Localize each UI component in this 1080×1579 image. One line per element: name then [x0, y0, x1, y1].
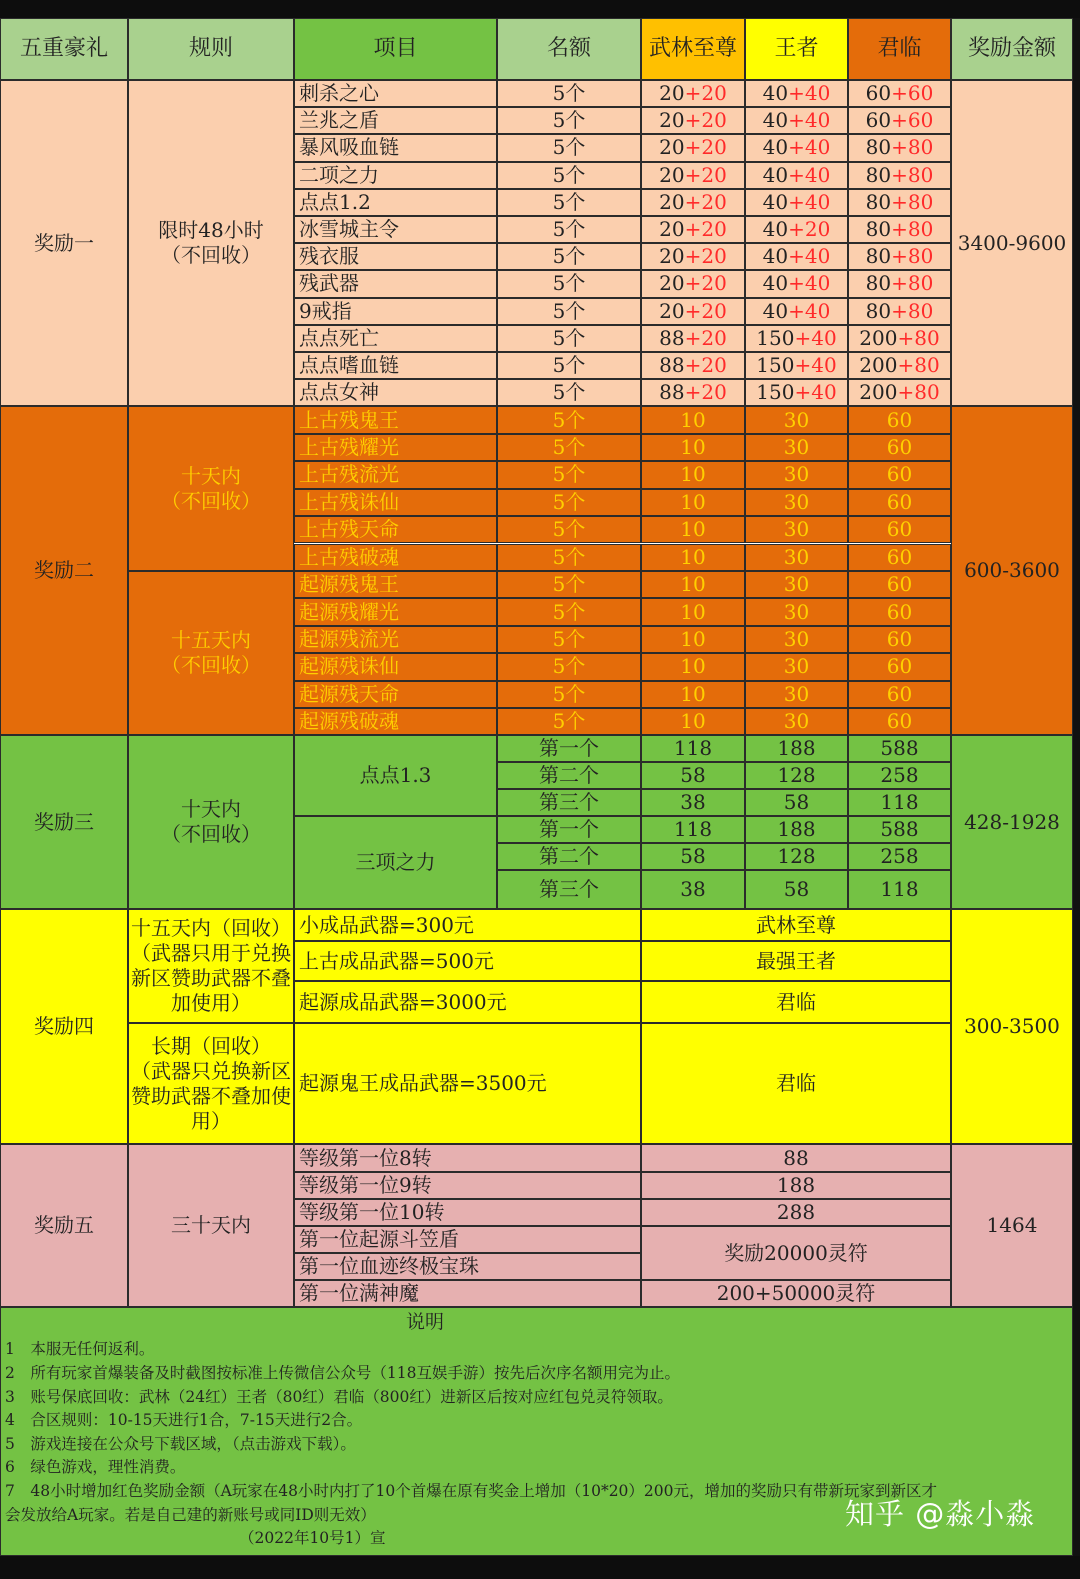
s4-rule-a: 十五天内（回收）（武器只用于兑换新区赞助武器不叠加使用） — [128, 909, 294, 1023]
tier2-value: 30 — [745, 598, 848, 625]
s1-name: 奖励一 — [0, 80, 128, 406]
base-value: 80 — [865, 298, 892, 323]
item-name: 起源残天命 — [294, 681, 497, 708]
item-name: 冰雪城主令 — [294, 216, 497, 243]
merged-reward-cell: 奖励20000灵符 — [641, 1226, 951, 1280]
tier2-value: 58 — [745, 870, 848, 909]
item-name: 等级第一位9转 — [294, 1172, 641, 1199]
tier3-value: 60 — [848, 544, 951, 571]
bonus-value: +80 — [891, 298, 934, 323]
bonus-value: +60 — [891, 108, 934, 133]
tier1-value: 10 — [641, 461, 745, 488]
base-value: 20 — [659, 244, 685, 269]
tier1-value — [641, 270, 745, 297]
tier3-value — [848, 352, 951, 379]
s2-name: 奖励二 — [0, 406, 128, 735]
rank-cell: 第一个 — [497, 735, 641, 762]
tier3-value: 60 — [848, 461, 951, 488]
tier2-value: 30 — [745, 544, 848, 571]
bonus-value: +80 — [891, 244, 934, 269]
item-name: 起源成品武器=3000元 — [294, 981, 641, 1023]
quota-cell: 5个 — [497, 134, 641, 161]
quota-cell: 5个 — [497, 598, 641, 625]
base-value: 200 — [859, 325, 898, 350]
tier2-value — [745, 216, 848, 243]
tier3-value — [848, 243, 951, 270]
quota-cell: 5个 — [497, 379, 641, 406]
tier1-value: 10 — [641, 598, 745, 625]
base-value: 40 — [762, 135, 789, 160]
tier1-value: 10 — [641, 434, 745, 461]
tier3-value: 118 — [848, 870, 951, 909]
base-value: 80 — [865, 135, 892, 160]
bonus-value: +20 — [684, 380, 727, 405]
item-name: 二项之力 — [294, 162, 497, 189]
tier1-value: 10 — [641, 708, 745, 735]
tier2-value — [745, 379, 848, 406]
tier2-value — [745, 243, 848, 270]
tier2-value: 58 — [745, 789, 848, 816]
tier1-value — [641, 162, 745, 189]
s2-rule-b: 十五天内 （不回收） — [128, 571, 294, 736]
header-quota: 名额 — [497, 18, 641, 80]
bonus-value: +80 — [897, 353, 940, 378]
tier3-value: 60 — [848, 434, 951, 461]
tier1-value: 58 — [641, 843, 745, 870]
base-value: 200 — [859, 380, 898, 405]
tier2-value: 30 — [745, 571, 848, 598]
base-value: 20 — [659, 217, 685, 242]
item-name: 起源残流光 — [294, 626, 497, 653]
bonus-value: +40 — [788, 81, 831, 106]
tier1-value: 10 — [641, 516, 745, 543]
tier3-value: 258 — [848, 762, 951, 789]
item-name: 残衣服 — [294, 243, 497, 270]
item-name: 点点1.2 — [294, 189, 497, 216]
tier1-value — [641, 189, 745, 216]
tier1-value — [641, 352, 745, 379]
header-title: 五重豪礼 — [0, 18, 128, 80]
tier1-value: 118 — [641, 816, 745, 843]
tier2-value: 30 — [745, 681, 848, 708]
s5-amount: 1464 — [951, 1144, 1073, 1307]
quota-cell: 5个 — [497, 489, 641, 516]
quota-cell: 5个 — [497, 216, 641, 243]
item-name: 上古残天命 — [294, 516, 497, 543]
base-value: 20 — [659, 135, 685, 160]
tier1-value: 118 — [641, 735, 745, 762]
tier1-value: 10 — [641, 626, 745, 653]
tier3-value — [848, 298, 951, 325]
item-name: 起源残破魂 — [294, 708, 497, 735]
s4-amount: 300-3500 — [951, 909, 1073, 1144]
s3-amount: 428-1928 — [951, 735, 1073, 909]
tier3-value: 60 — [848, 598, 951, 625]
note-line: 1 本服无任何返利。 — [5, 1340, 155, 1359]
tier1-value: 10 — [641, 653, 745, 680]
item-name: 兰兆之盾 — [294, 107, 497, 134]
bonus-value: +40 — [794, 353, 837, 378]
quota-cell: 5个 — [497, 653, 641, 680]
tier1-value — [641, 379, 745, 406]
bonus-value: +60 — [891, 81, 934, 106]
reward-cell: 200+50000灵符 — [641, 1280, 951, 1307]
quota-cell: 5个 — [497, 189, 641, 216]
base-value: 80 — [865, 189, 892, 214]
tier2-value: 30 — [745, 434, 848, 461]
tier3-value: 60 — [848, 708, 951, 735]
note-line: 6 绿色游戏，理性消费。 — [5, 1458, 186, 1477]
quota-cell: 5个 — [497, 406, 641, 433]
tier1-value: 10 — [641, 544, 745, 571]
item-name: 起源残诛仙 — [294, 653, 497, 680]
note-line: 5 游戏连接在公众号下载区域，（点击游戏下载）。 — [5, 1434, 356, 1453]
tier2-value: 30 — [745, 406, 848, 433]
base-value: 40 — [762, 81, 789, 106]
bonus-value: +20 — [684, 162, 727, 187]
top-black-bar — [0, 0, 1080, 18]
base-value: 20 — [659, 189, 685, 214]
base-value: 20 — [659, 162, 685, 187]
bonus-value: +80 — [891, 135, 934, 160]
bonus-value: +80 — [891, 217, 934, 242]
base-value: 200 — [859, 353, 898, 378]
note-line: 2 所有玩家首爆装备及时截图按标准上传微信公众号（118互娱手游）按先后次序名额用完为止。 — [5, 1364, 680, 1383]
bonus-value: +40 — [788, 108, 831, 133]
quota-cell: 5个 — [497, 681, 641, 708]
tier3-value: 118 — [848, 789, 951, 816]
bonus-value: +40 — [788, 271, 831, 296]
header-rule: 规则 — [128, 18, 294, 80]
s3-group-b: 三项之力 — [294, 816, 497, 909]
tier2-value: 128 — [745, 843, 848, 870]
bonus-value: +20 — [788, 217, 831, 242]
tier1-value: 10 — [641, 489, 745, 516]
item-name: 上古残鬼王 — [294, 406, 497, 433]
tier1-value — [641, 298, 745, 325]
item-name: 上古残诛仙 — [294, 489, 497, 516]
tier2-value: 128 — [745, 762, 848, 789]
tier1-value: 38 — [641, 870, 745, 909]
base-value: 40 — [762, 271, 789, 296]
quota-cell: 5个 — [497, 544, 641, 571]
header-item: 项目 — [294, 18, 497, 80]
header-amount: 奖励金额 — [951, 18, 1073, 80]
bonus-value: +20 — [684, 353, 727, 378]
header-tier2: 王者 — [745, 18, 848, 80]
tier3-value — [848, 189, 951, 216]
quota-cell: 5个 — [497, 243, 641, 270]
quota-cell: 5个 — [497, 298, 641, 325]
tier3-value — [848, 270, 951, 297]
tier3-value: 60 — [848, 571, 951, 598]
note-line: 3 账号保底回收：武林（24红）王者（80红）君临（800红）进新区后按对应红包兑灵符领取。 — [5, 1387, 673, 1406]
base-value: 20 — [659, 298, 685, 323]
bonus-value: +20 — [684, 244, 727, 269]
tier2-value: 30 — [745, 516, 848, 543]
rank-cell: 第二个 — [497, 843, 641, 870]
base-value: 150 — [756, 325, 795, 350]
base-value: 40 — [762, 217, 789, 242]
tier2-value — [745, 298, 848, 325]
quota-cell: 5个 — [497, 107, 641, 134]
note-line: 7 48小时增加红色奖励金额（A玩家在48小时内打了10个首爆在原有奖金上增加（10*20）200元，增加的奖励只有带新玩家到新区才 — [5, 1482, 938, 1501]
item-name: 刺杀之心 — [294, 80, 497, 107]
tier2-value: 30 — [745, 489, 848, 516]
rank-cell: 第三个 — [497, 789, 641, 816]
s4-name: 奖励四 — [0, 909, 128, 1144]
tier1-value: 10 — [641, 571, 745, 598]
bonus-value: +20 — [684, 135, 727, 160]
tier2-value — [745, 270, 848, 297]
base-value: 150 — [756, 353, 795, 378]
tier1-value — [641, 80, 745, 107]
tier1-value: 10 — [641, 406, 745, 433]
tier-cell: 君临 — [641, 1023, 951, 1144]
item-name: 9戒指 — [294, 298, 497, 325]
tier3-value — [848, 379, 951, 406]
item-name: 起源鬼王成品武器=3500元 — [294, 1023, 641, 1144]
s2-rule-a: 十天内 （不回收） — [128, 406, 294, 571]
tier2-value — [745, 352, 848, 379]
tier1-value — [641, 107, 745, 134]
tier2-value: 30 — [745, 461, 848, 488]
tier1-value — [641, 216, 745, 243]
bottom-black-bar — [0, 1556, 1080, 1579]
tier2-value — [745, 325, 848, 352]
item-name: 第一位满神魔 — [294, 1280, 641, 1307]
base-value: 20 — [659, 81, 685, 106]
bonus-value: +40 — [788, 298, 831, 323]
quota-cell: 5个 — [497, 571, 641, 598]
quota-cell: 5个 — [497, 80, 641, 107]
tier3-value — [848, 325, 951, 352]
tier3-value: 60 — [848, 653, 951, 680]
item-name: 残武器 — [294, 270, 497, 297]
bonus-value: +20 — [684, 325, 727, 350]
tier3-value: 258 — [848, 843, 951, 870]
item-name: 上古残流光 — [294, 461, 497, 488]
item-name: 上古残破魂 — [294, 544, 497, 571]
s1-amount: 3400-9600 — [951, 80, 1073, 406]
tier3-value — [848, 80, 951, 107]
tier-cell: 最强王者 — [641, 941, 951, 981]
item-name: 小成品武器=300元 — [294, 909, 641, 941]
bonus-value: +80 — [897, 325, 940, 350]
tier1-value: 10 — [641, 681, 745, 708]
reward-cell: 88 — [641, 1144, 951, 1171]
quota-cell: 5个 — [497, 270, 641, 297]
note-line: 4 合区规则：10-15天进行1合，7-15天进行2合。 — [5, 1411, 363, 1430]
tier3-value: 60 — [848, 516, 951, 543]
base-value: 40 — [762, 108, 789, 133]
base-value: 40 — [762, 162, 789, 187]
tier1-value — [641, 325, 745, 352]
tier1-value — [641, 243, 745, 270]
tier3-value — [848, 216, 951, 243]
bonus-value: +40 — [788, 244, 831, 269]
quota-cell: 5个 — [497, 352, 641, 379]
base-value: 88 — [659, 380, 685, 405]
note-line: 会发放给A玩家。若是自己建的新账号或同ID则无效） — [5, 1505, 376, 1524]
base-value: 20 — [659, 108, 685, 133]
s5-name: 奖励五 — [0, 1144, 128, 1307]
base-value: 80 — [865, 162, 892, 187]
notes-date: （2022年10号1）宣 — [239, 1529, 386, 1548]
item-name: 等级第一位10转 — [294, 1199, 641, 1226]
item-name: 等级第一位8转 — [294, 1144, 641, 1171]
quota-cell: 5个 — [497, 708, 641, 735]
tier3-value: 60 — [848, 681, 951, 708]
header-tier1: 武林至尊 — [641, 18, 745, 80]
tier3-value: 60 — [848, 626, 951, 653]
tier1-value — [641, 134, 745, 161]
tier3-value: 588 — [848, 816, 951, 843]
item-name: 起源残耀光 — [294, 598, 497, 625]
bonus-value: +80 — [897, 380, 940, 405]
rank-cell: 第一个 — [497, 816, 641, 843]
item-name: 点点嗜血链 — [294, 352, 497, 379]
rank-cell: 第二个 — [497, 762, 641, 789]
item-name: 暴风吸血链 — [294, 134, 497, 161]
bonus-value: +20 — [684, 298, 727, 323]
base-value: 60 — [865, 81, 892, 106]
base-value: 80 — [865, 217, 892, 242]
tier-cell: 武林至尊 — [641, 909, 951, 941]
bonus-value: +20 — [684, 81, 727, 106]
tier1-value: 38 — [641, 789, 745, 816]
tier3-value: 60 — [848, 489, 951, 516]
s5-rule: 三十天内 — [128, 1144, 294, 1307]
bonus-value: +80 — [891, 189, 934, 214]
reward-cell: 288 — [641, 1199, 951, 1226]
header-tier3: 君临 — [848, 18, 951, 80]
bonus-value: +40 — [794, 325, 837, 350]
base-value: 60 — [865, 108, 892, 133]
bonus-value: +20 — [684, 271, 727, 296]
item-name: 第一位血迹终极宝珠 — [294, 1253, 641, 1280]
bonus-value: +20 — [684, 189, 727, 214]
s3-name: 奖励三 — [0, 735, 128, 909]
item-name: 点点女神 — [294, 379, 497, 406]
tier3-value — [848, 162, 951, 189]
bonus-value: +80 — [891, 162, 934, 187]
bonus-value: +20 — [684, 217, 727, 242]
tier2-value: 30 — [745, 708, 848, 735]
quota-cell: 5个 — [497, 325, 641, 352]
notes-title: 说明 — [406, 1311, 445, 1334]
base-value: 40 — [762, 189, 789, 214]
rank-cell: 第三个 — [497, 870, 641, 909]
reward-cell: 188 — [641, 1172, 951, 1199]
tier2-value: 30 — [745, 626, 848, 653]
base-value: 20 — [659, 271, 685, 296]
s2-amount: 600-3600 — [951, 406, 1073, 735]
bonus-value: +80 — [891, 271, 934, 296]
tier3-value — [848, 107, 951, 134]
base-value: 88 — [659, 353, 685, 378]
item-name: 上古残耀光 — [294, 434, 497, 461]
zhihu-watermark: 知乎 @淼小淼 — [845, 1497, 1036, 1531]
tier2-value — [745, 80, 848, 107]
s3-rule: 十天内 （不回收） — [128, 735, 294, 909]
base-value: 80 — [865, 244, 892, 269]
quota-cell: 5个 — [497, 516, 641, 543]
quota-cell: 5个 — [497, 162, 641, 189]
item-name: 起源残鬼王 — [294, 571, 497, 598]
base-value: 150 — [756, 380, 795, 405]
item-name: 上古成品武器=500元 — [294, 941, 641, 981]
tier2-value: 30 — [745, 653, 848, 680]
tier2-value — [745, 189, 848, 216]
quota-cell: 5个 — [497, 434, 641, 461]
quota-cell: 5个 — [497, 461, 641, 488]
tier2-value — [745, 134, 848, 161]
reward-sheet — [0, 18, 1073, 1556]
bonus-value: +20 — [684, 108, 727, 133]
base-value: 88 — [659, 325, 685, 350]
base-value: 40 — [762, 244, 789, 269]
item-name: 点点死亡 — [294, 325, 497, 352]
tier1-value: 58 — [641, 762, 745, 789]
tier-cell: 君临 — [641, 981, 951, 1023]
tier3-value: 60 — [848, 406, 951, 433]
bonus-value: +40 — [794, 380, 837, 405]
s1-rule: 限时48小时 （不回收） — [128, 80, 294, 406]
s3-group-a: 点点1.3 — [294, 735, 497, 816]
item-name: 第一位起源斗笠盾 — [294, 1226, 641, 1253]
s4-rule-b: 长期（回收） （武器只兑换新区赞助武器不叠加使用） — [128, 1023, 294, 1144]
base-value: 40 — [762, 298, 789, 323]
bonus-value: +40 — [788, 135, 831, 160]
tier2-value — [745, 162, 848, 189]
tier3-value: 588 — [848, 735, 951, 762]
quota-cell: 5个 — [497, 626, 641, 653]
tier3-value — [848, 134, 951, 161]
tier2-value: 188 — [745, 735, 848, 762]
base-value: 80 — [865, 271, 892, 296]
bonus-value: +40 — [788, 162, 831, 187]
tier2-value — [745, 107, 848, 134]
tier2-value: 188 — [745, 816, 848, 843]
bonus-value: +40 — [788, 189, 831, 214]
